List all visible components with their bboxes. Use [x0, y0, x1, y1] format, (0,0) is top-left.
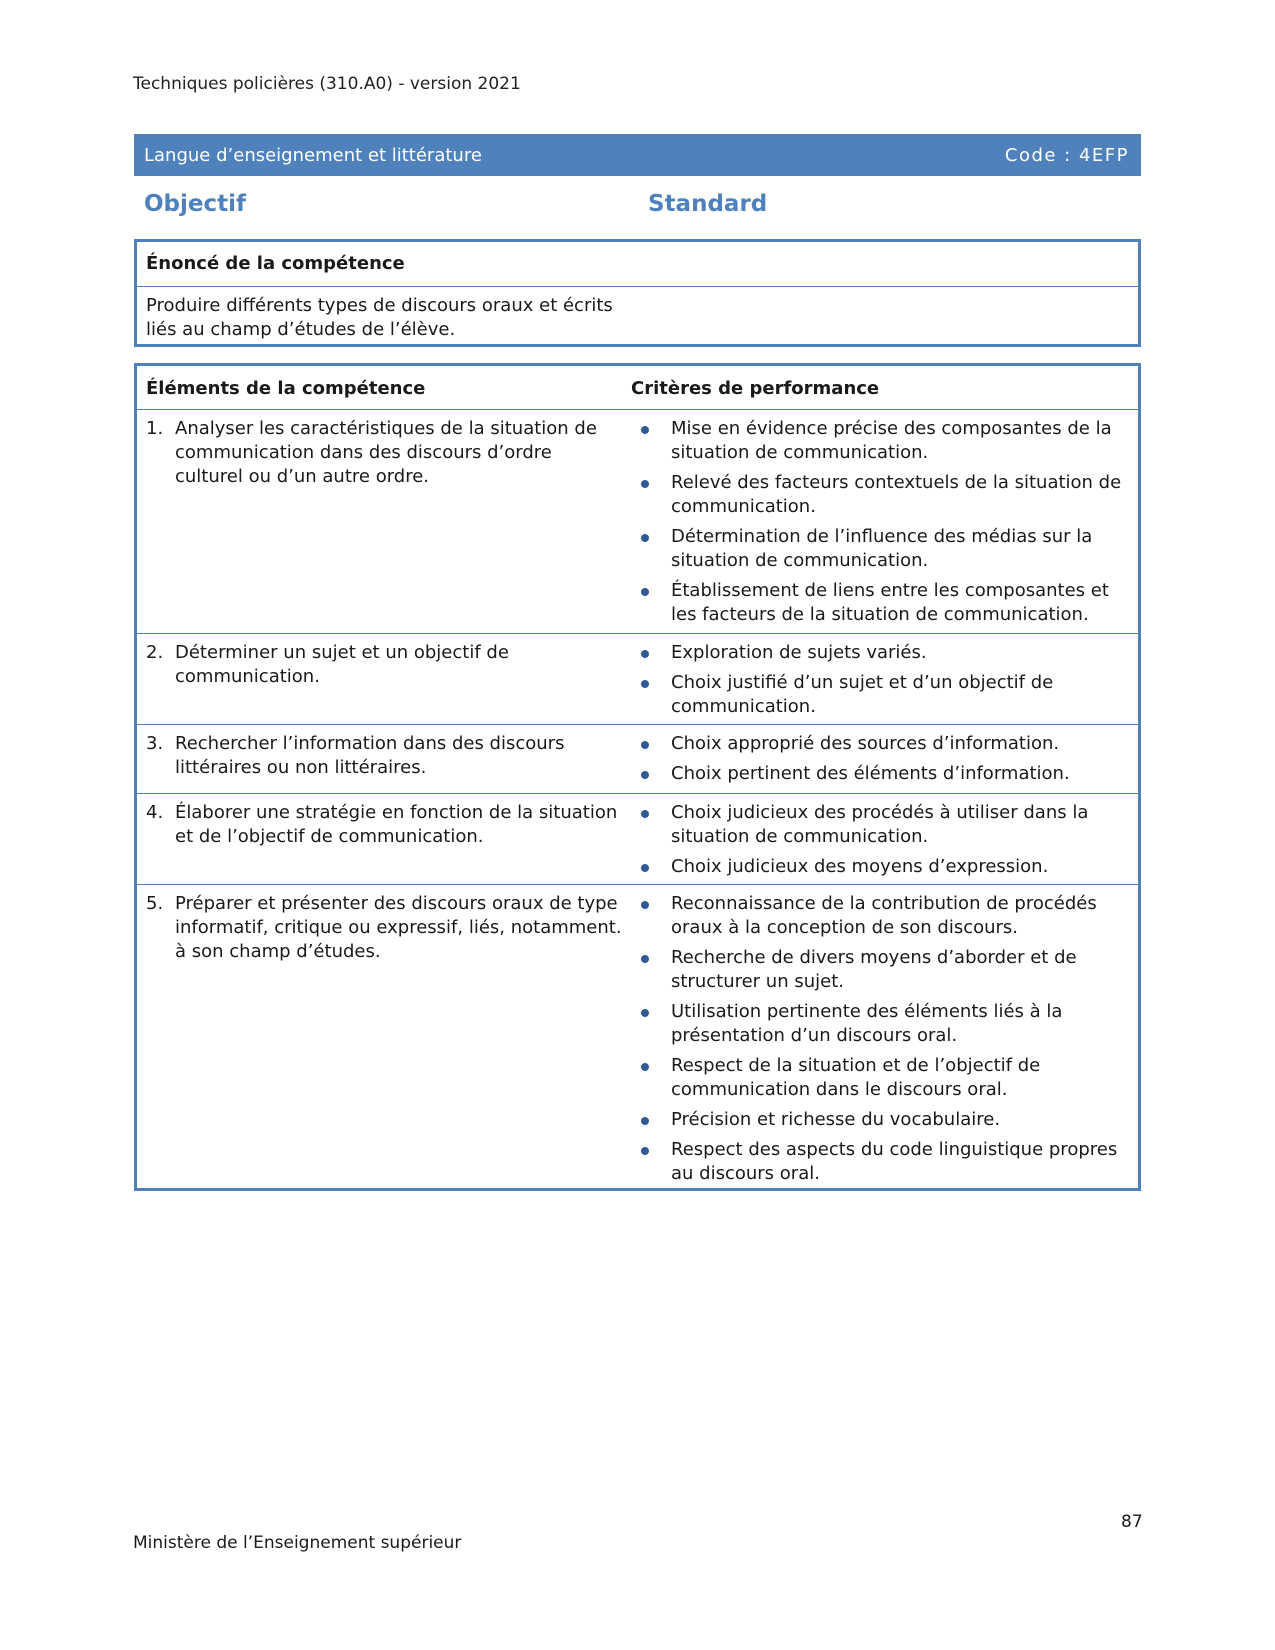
criterion-item: Choix judicieux des moyens d’expression.	[631, 855, 1130, 879]
criterion-item: Exploration de sujets variés.	[631, 641, 1130, 665]
objective-heading: Objectif	[144, 191, 247, 217]
bullet-icon	[641, 955, 649, 963]
criteria-list	[631, 732, 1130, 786]
bullet-icon	[641, 1117, 649, 1125]
bullet-icon	[641, 426, 649, 434]
table-row	[137, 633, 1138, 724]
criterion-item: Recherche de divers moyens d’aborder et de structurer un sujet.	[631, 946, 1130, 994]
course-subject: Langue d’enseignement et littérature	[144, 144, 482, 166]
element-item: 5. Préparer et présenter des discours oraux de type informatif, critique ou expressif, liés, notamment. à son champ d’études.	[146, 893, 622, 962]
page-number: 87	[1121, 1512, 1143, 1532]
bullet-icon	[641, 741, 649, 749]
criteria-header: Critères de performance	[631, 378, 880, 399]
bullet-icon	[641, 771, 649, 779]
element-item: 1. Analyser les caractéristiques de la situation de communication dans des discours d’ordre culturel ou d’un autre ordre.	[146, 418, 597, 487]
criterion-item: Reconnaissance de la contribution de procédés oraux à la conception de son discours.	[631, 892, 1130, 940]
bullet-icon	[641, 901, 649, 909]
course-title-bar	[134, 134, 1141, 176]
bullet-icon	[641, 810, 649, 818]
criterion-item: Choix justifié d’un sujet et d’un objectif de communication.	[631, 671, 1130, 719]
page-header: Techniques policières (310.A0) - version 2021	[133, 74, 521, 94]
bullet-icon	[641, 1147, 649, 1155]
table-row	[137, 793, 1138, 884]
criterion-item: Établissement de liens entre les composantes et les facteurs de la situation de communication.	[631, 579, 1130, 627]
bullet-icon	[641, 864, 649, 872]
competency-elements-table	[134, 363, 1141, 1191]
bullet-icon	[641, 534, 649, 542]
bullet-icon	[641, 650, 649, 658]
criterion-item: Précision et richesse du vocabulaire.	[631, 1108, 1130, 1132]
element-item: 3. Rechercher l’information dans des discours littéraires ou non littéraires.	[146, 733, 565, 778]
criteria-list	[631, 641, 1130, 719]
bullet-icon	[641, 588, 649, 596]
criterion-item: Respect de la situation et de l’objectif de communication dans le discours oral.	[631, 1054, 1130, 1102]
column-headings	[134, 191, 1141, 221]
criterion-item: Détermination de l’influence des médias sur la situation de communication.	[631, 525, 1130, 573]
element-item: 4. Élaborer une stratégie en fonction de la situation et de l’objectif de communication.	[146, 802, 618, 847]
criterion-item: Choix approprié des sources d’information.	[631, 732, 1130, 756]
table-row	[137, 409, 1138, 633]
criterion-item: Choix judicieux des procédés à utiliser dans la situation de communication.	[631, 801, 1130, 849]
competency-statement-table	[134, 239, 1141, 347]
bullet-icon	[641, 680, 649, 688]
criteria-list	[631, 892, 1130, 1186]
criterion-item: Relevé des facteurs contextuels de la situation de communication.	[631, 471, 1130, 519]
element-item: 2. Déterminer un sujet et un objectif de communication.	[146, 642, 509, 687]
criterion-item: Utilisation pertinente des éléments liés à la présentation d’un discours oral.	[631, 1000, 1130, 1048]
criteria-list	[631, 417, 1130, 627]
competency-statement-text: Produire différents types de discours oraux et écrits liés au champ d’études de l’élève.	[146, 295, 613, 340]
standard-heading: Standard	[648, 191, 768, 217]
bullet-icon	[641, 1009, 649, 1017]
table-header-row	[137, 366, 1138, 409]
course-code: Code : 4EFP	[1004, 144, 1129, 166]
bullet-icon	[641, 480, 649, 488]
criteria-list	[631, 801, 1130, 879]
criterion-item: Choix pertinent des éléments d’information.	[631, 762, 1130, 786]
competency-statement-heading: Énoncé de la compétence	[137, 242, 1138, 287]
criterion-item: Mise en évidence précise des composantes de la situation de communication.	[631, 417, 1130, 465]
table-row	[137, 884, 1138, 1188]
table-row	[137, 724, 1138, 793]
bullet-icon	[641, 1063, 649, 1071]
criterion-item: Respect des aspects du code linguistique propres au discours oral.	[631, 1138, 1130, 1186]
page-footer: Ministère de l’Enseignement supérieur	[133, 1533, 462, 1553]
elements-header: Éléments de la compétence	[146, 378, 426, 399]
